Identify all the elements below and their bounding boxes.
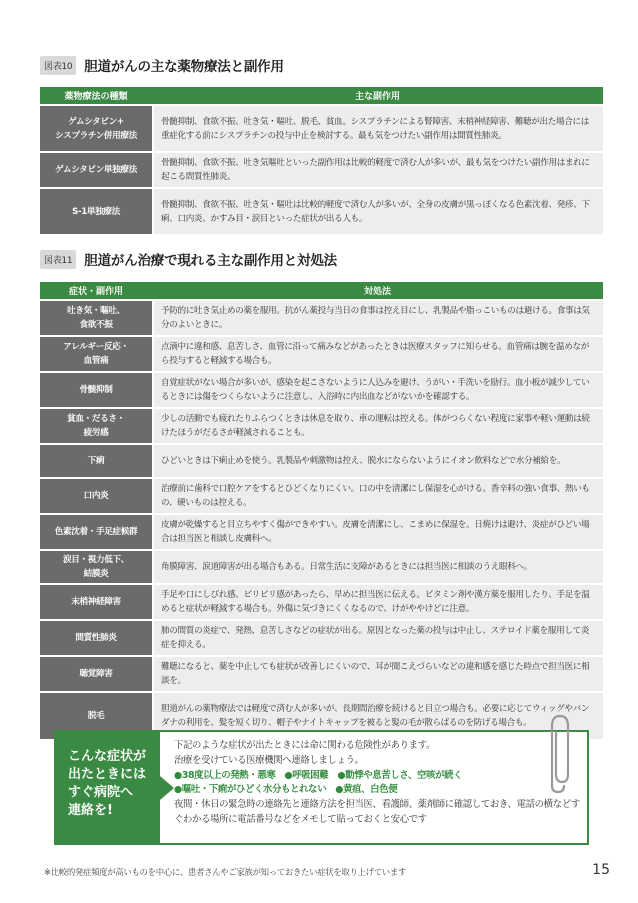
fig10-tag: 図表10 [40,56,76,75]
fig11-table [40,280,603,741]
urgent-line: 治療を受けている医療機関へ連絡しましょう。 [174,754,364,766]
fig10-title: 胆道がんの主な薬物療法と副作用 [84,59,284,75]
row-label: 下痢 [40,445,152,477]
row-text: ひどいときは下痢止めを使う。乳製品や刺激物は控え、脱水にならないようにイオン飲料などで水分補給を。 [152,445,603,477]
table-row [40,445,603,477]
column-header: 症状・副作用 [40,282,152,299]
row-text: 少しの活動でも疲れたりふらつくときは休息を取り、車の運転は控える。体がつらくない程度に家事や軽い運動は続けたほうがだるさが軽減されることも。 [152,409,603,443]
row-text: 骨髄抑制、食欲不振、吐き気・嘔吐は比較的軽度で済む人が多いが、全身の皮膚が黒っぽくなる色素沈着、発疹、下痢、口内炎、かすみ目・涙目といった症状が出る人も。 [152,189,603,234]
urgent-symptom-list: ●嘔吐・下痢がひどく水分もとれない ●黄疸、白色便 [174,784,398,796]
table-row [40,153,603,187]
table-row [40,621,603,655]
table-row [40,657,603,691]
fig11-title: 胆道がん治療で現れる主な副作用と対処法 [84,253,337,269]
urgent-line: 下記のような症状が出たときには命に関わる危険性があります。 [174,740,435,751]
table-row [40,189,603,234]
row-label: ゲムシタビン+ シスプラチン併用療法 [40,106,152,151]
row-text: 難聴になると、薬を中止しても症状が改善しにくいので、耳が聞こえづらいなどの違和感を感じた時点で担当医に相談を。 [152,657,603,691]
row-label: 聴覚障害 [40,657,152,691]
table-row [40,585,603,619]
table-row [40,409,603,443]
row-label: 貧血・だるさ・ 疲労感 [40,409,152,443]
fig11-heading [40,249,337,269]
row-label: 間質性肺炎 [40,621,152,655]
row-text: 自覚症状がない場合が多いが、感染を起こさないように人込みを避け、うがい・手洗いを励行。血小板が減少しているときには傷をつくらないように注意し、入浴時に内出血などがないかを確認する。 [152,373,603,407]
row-label: 骨髄抑制 [40,373,152,407]
column-header: 主な副作用 [152,87,603,104]
table-row [40,515,603,549]
table-row [40,301,603,335]
row-label: アレルギー反応・ 血管痛 [40,337,152,371]
row-label: 脱毛 [40,693,152,739]
fig11-tag: 図表11 [40,250,76,269]
row-label: 末梢神経障害 [40,585,152,619]
row-text: 骨髄抑制、食欲不振、吐き気・嘔吐、脱毛、貧血。シスプラチンによる腎障害、末梢神経障害、難聴が出た場合には重症化する前にシスプラチンの投与中止を検討する。最も気をつけたい副作用は間質性肺炎。 [152,106,603,151]
fig10-heading [40,55,284,75]
row-text: 治療前に歯科で口腔ケアをするとひどくなりにくい。口の中を清潔にし保湿を心がける。香辛料の強い食事、熱いもの、硬いものは控える。 [152,479,603,513]
column-header: 薬物療法の種類 [40,87,152,104]
row-label: S-1単独療法 [40,189,152,234]
table-row [40,373,603,407]
table-row [40,337,603,371]
row-text: 骨髄抑制、食欲不振、吐き気嘔吐といった副作用は比較的軽度で済む人が多いが、最も気をつけたい副作用はまれに起こる間質性肺炎。 [152,153,603,187]
table-row [40,106,603,151]
column-header: 対処法 [152,282,603,299]
row-label: 涙目・視力低下、 結膜炎 [40,551,152,583]
table-row [40,551,603,583]
urgent-line: 夜間・休日の緊急時の連絡先と連絡方法を担当医、看護師、薬剤師に確認しておき、電話の横などすぐわかる場所に電話番号などをメモして貼っておくと安心です [174,799,580,825]
table-header-row [40,282,603,299]
urgent-badge: こんな症状が 出たときには すぐ病院へ 連絡を! [56,732,160,843]
row-text: 角膜障害、涙道障害が出る場合もある。日常生活に支障があるときには担当医に相談のうえ眼科へ。 [152,551,603,583]
urgent-symptom-list: ●38度以上の発熱・悪寒 ●呼吸困難 ●動悸や息苦しさ、空咳が続く [174,769,463,781]
table-row [40,479,603,513]
footnote: ※比較的発症頻度が高いものを中心に、患者さんやご家族が知っておきたい症状を取り上げています [44,867,407,877]
table-header-row [40,87,603,104]
row-label: 吐き気・嘔吐、 食欲不振 [40,301,152,335]
row-label: ゲムシタビン単独療法 [40,153,152,187]
row-label: 口内炎 [40,479,152,513]
paperclip-icon [538,712,578,794]
row-label: 色素沈着・手足症候群 [40,515,152,549]
urgent-text [174,739,584,828]
page-number: 15 [592,862,610,878]
fig10-table [40,85,603,236]
row-text: 胆道がんの薬物療法では軽度で済む人が多いが、長期間治療を続けると目立つ場合も。必要に応じてウィッグやバンダナの利用を。髪を短く切り、帽子やナイトキャップを被ると髪の毛が散らばるのを防げる場合も。 [152,693,603,739]
row-text: 予防的に吐き気止めの薬を服用。抗がん薬投与当日の食事は控え目にし、乳製品や脂っこいものは避ける。食事は気分のよいときに。 [152,301,603,335]
row-text: 手足や口にしびれ感、ピリピリ感があったら、早めに担当医に伝える。ビタミン剤や漢方薬を服用したり、手足を温めると症状が軽減する場合も。外傷に気づきにくくなるので、けがややけどに注意。 [152,585,603,619]
row-text: 点滴中に違和感、息苦しさ、血管に沿って痛みなどがあったときは医療スタッフに知らせる。血管痛は腕を温めながら投与すると軽減する場合も。 [152,337,603,371]
row-text: 皮膚が乾燥すると目立ちやすく傷ができやすい。皮膚を清潔にし、こまめに保湿を。日焼けは避け、炎症がひどい場合は担当医と相談し皮膚科へ。 [152,515,603,549]
urgent-symptoms-box [54,730,589,845]
row-text: 肺の間質の炎症で、発熱、息苦しさなどの症状が出る。原因となった薬の投与は中止し、ステロイド薬を服用して炎症を抑える。 [152,621,603,655]
